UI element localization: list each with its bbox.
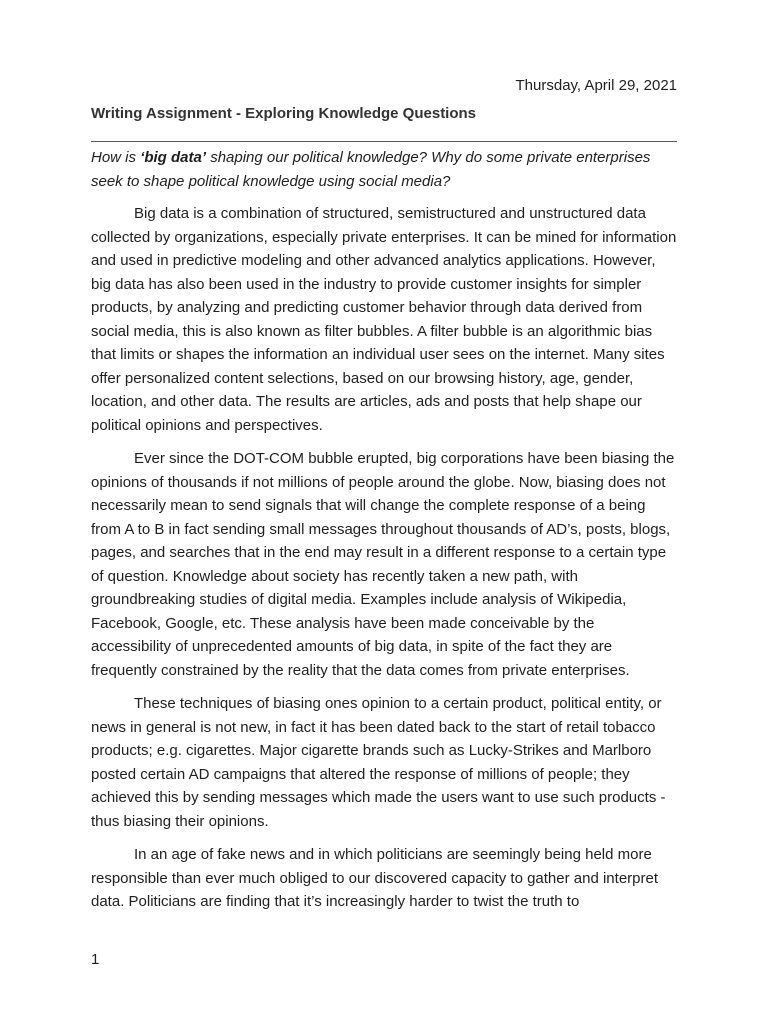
paragraph-2: Ever since the DOT-COM bubble erupted, big corporations have been biasing the opinions of thousands if not millions of people around the globe. Now, biasing does not necessarily mean to send signals that will change the complete response of a being from A to B in fact sending small messages throughout thousands of AD’s, posts, blogs, pages, and searches that in the end may result in a different response to a certain type of question. Knowledge about society has recently taken a new path, with groundbreaking studies of digital media. Examples include analysis of Wikipedia, Facebook, Google, etc. These analysis have been made conceivable by the accessibility of unprecedented amounts of big data, in spite of the fact they are frequently constrained by the reality that the data comes from private enterprises. xyxy=(91,450,675,679)
essay-body xyxy=(91,202,677,924)
page-number: 1 xyxy=(91,951,100,968)
question-prefix: How is xyxy=(91,149,141,166)
paragraph-4: In an age of fake news and in which politicians are seemingly being held more responsible than ever much obliged to our discovered capacity to gather and interpret data. Politicians are finding that it’s increasingly harder to twist the truth to xyxy=(91,846,659,910)
paragraph-3: These techniques of biasing ones opinion to a certain product, political entity, or news in general is not new, in fact it has been dated back to the start of retail tobacco products; e.g. cigarettes. Major cigarette brands such as Lucky-Strikes and Marlboro posted certain AD campaigns that altered the response of millions of people; they achieved this by sending messages which made the users want to use such products - thus biasing their opinions. xyxy=(91,695,666,830)
document-title: Writing Assignment - Exploring Knowledge Questions xyxy=(91,105,477,122)
knowledge-question xyxy=(91,146,677,193)
paragraph-1: Big data is a combination of structured, semistructured and unstructured data collected by organizations, especially private enterprises. It can be mined for information and used in predictive modeling and other advanced analytics applications. However, big data has also been used in the industry to provide customer insights for simpler products, by analyzing and predicting customer behavior through data derived from social media, this is also known as filter bubbles. A filter bubble is an algorithmic bias that limits or shapes the information an individual user sees on the internet. Many sites offer personalized content selections, based on our browsing history, age, gender, location, and other data. The results are articles, ads and posts that help shape our political opinions and perspectives. xyxy=(91,205,677,434)
question-emphasis: ‘big data’ xyxy=(140,149,207,166)
title-divider xyxy=(91,141,677,142)
question-suffix: shaping our political knowledge? Why do some private enterprises seek to shape political knowledge using social media? xyxy=(91,149,651,190)
document-date: Thursday, April 29, 2021 xyxy=(515,77,677,94)
